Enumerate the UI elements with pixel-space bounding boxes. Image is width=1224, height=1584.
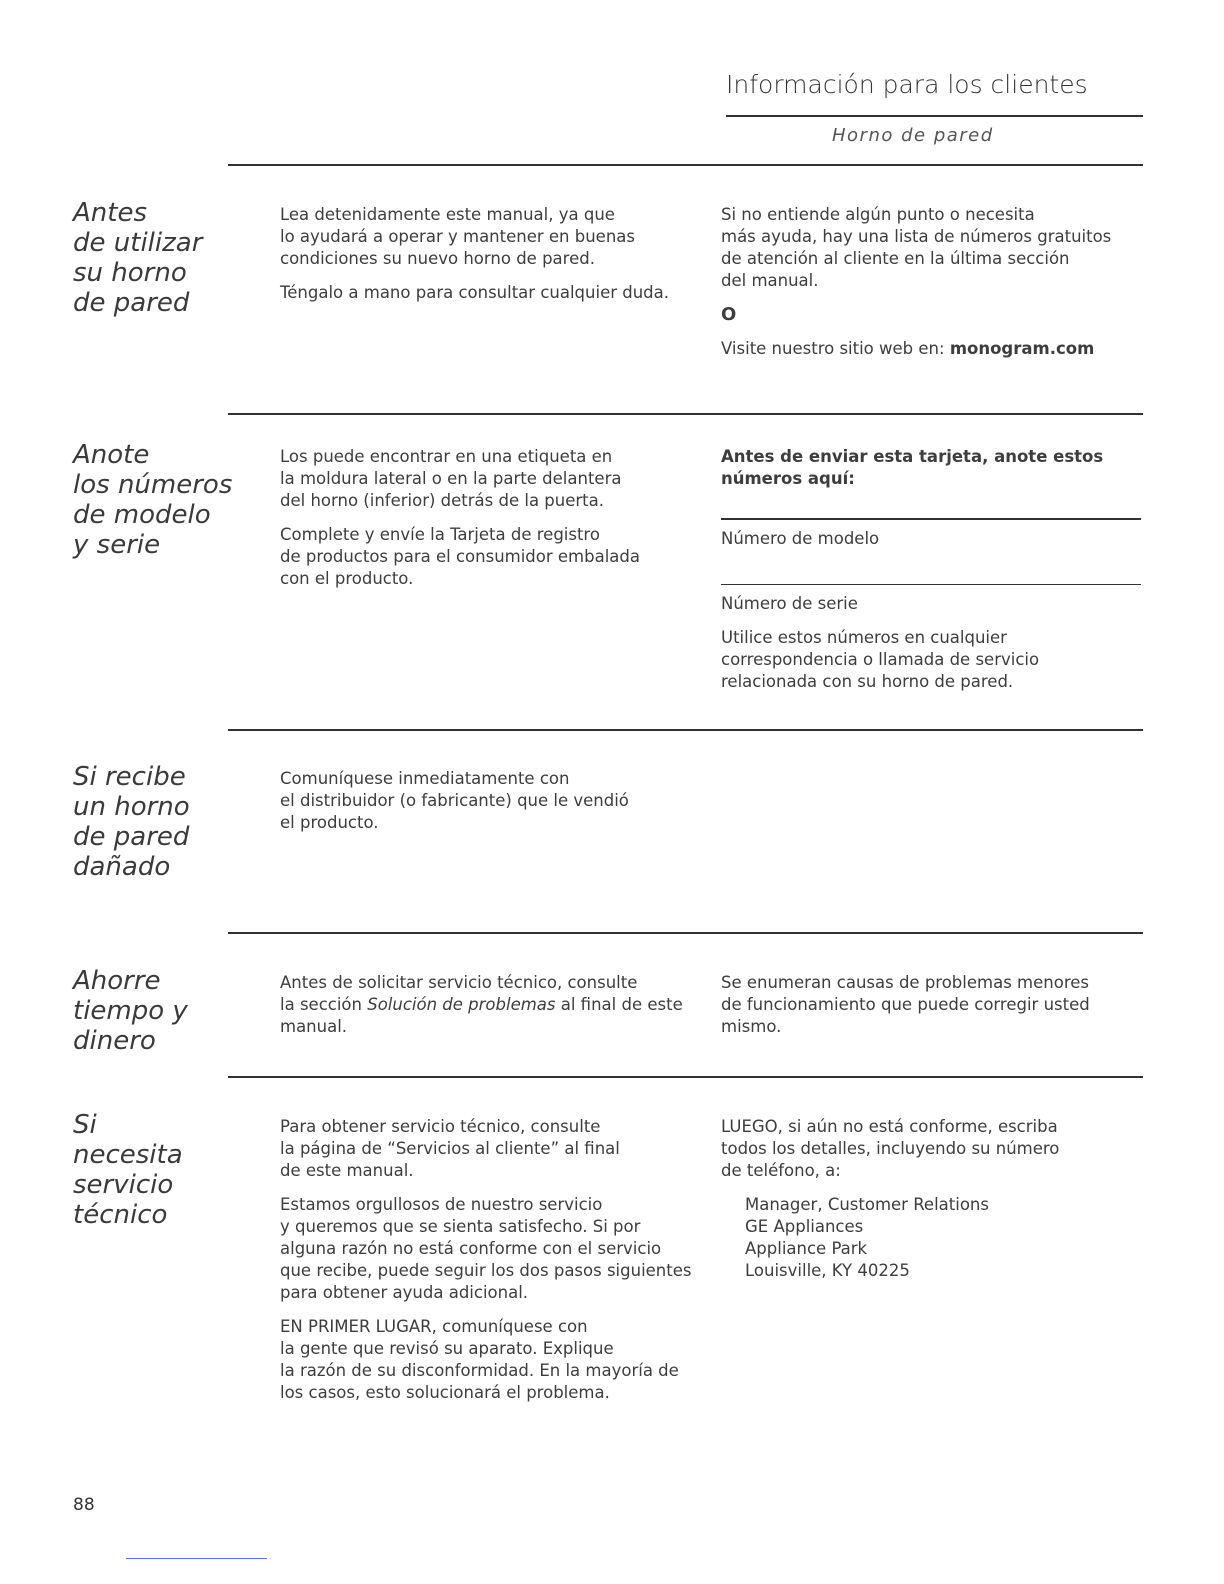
or-separator: O: [721, 304, 737, 325]
page-title: Información para los clientes: [726, 70, 1088, 99]
paragraph: Los puede encontrar en una etiqueta en la moldura lateral o en la parte delantera del horno (inferior) detrás de la puerta.: [280, 447, 622, 510]
save-col2: [721, 972, 1141, 1050]
footer-divider: [126, 1558, 267, 1559]
section-divider: [228, 164, 1143, 166]
damaged-col1: [280, 768, 700, 846]
paragraph: LUEGO, si aún no está conforme, escriba todos los detalles, incluyendo su número de teléfono, a:: [721, 1117, 1060, 1180]
before-use-col2: [721, 204, 1141, 372]
mailing-address: Manager, Customer Relations GE Appliances Appliance Park Louisville, KY 40225: [745, 1195, 989, 1280]
section-heading-before-use: Antes de utilizar su horno de pared: [73, 198, 203, 318]
bold-instruction: Antes de enviar esta tarjeta, anote estos números aquí:: [721, 447, 1104, 488]
service-col2: [721, 1116, 1141, 1294]
service-col1: [280, 1116, 700, 1416]
page-number: 88: [73, 1495, 95, 1515]
before-use-col1: [280, 204, 700, 316]
paragraph: Complete y envíe la Tarjeta de registro de productos para el consumidor embalada con el producto.: [280, 525, 640, 588]
record-numbers-col1: [280, 446, 700, 602]
paragraph: Estamos orgullosos de nuestro servicio y queremos que se sienta satisfecho. Si por alguna razón no está conforme con el servicio que recibe, puede seguir los dos pasos siguientes para obtener ayuda adicional.: [280, 1195, 692, 1302]
header-divider: [726, 115, 1143, 117]
paragraph: Utilice estos números en cualquier correspondencia o llamada de servicio relacionada con su horno de pared.: [721, 628, 1040, 691]
model-number-label: Número de modelo: [721, 528, 880, 548]
paragraph: Téngalo a mano para consultar cualquier duda.: [280, 283, 670, 302]
section-divider: [228, 932, 1143, 934]
paragraph: Para obtener servicio técnico, consulte la página de “Servicios al cliente” al final de este manual.: [280, 1117, 620, 1180]
section-divider: [228, 1076, 1143, 1078]
paragraph: Antes de solicitar servicio técnico, consulte la sección Solución de problemas al final de este manual.: [280, 973, 683, 1036]
paragraph: EN PRIMER LUGAR, comuníquese con la gente que revisó su aparato. Explique la razón de su disconformidad. En la mayoría de los casos, esto solucionará el problema.: [280, 1317, 679, 1402]
section-divider: [228, 413, 1143, 415]
troubleshooting-reference: Solución de problemas: [367, 995, 556, 1014]
serial-number-label: Número de serie: [721, 594, 858, 613]
record-numbers-col2: [721, 446, 1141, 705]
section-heading-record-numbers: Anote los números de modelo y serie: [73, 440, 233, 560]
page-subtitle: Horno de pared: [832, 125, 994, 146]
model-number-field[interactable]: [721, 518, 1141, 520]
paragraph: Lea detenidamente este manual, ya que lo ayudará a operar y mantener en buenas condiciones su nuevo horno de pared.: [280, 205, 635, 268]
website-link[interactable]: monogram.com: [949, 339, 1095, 358]
paragraph: Comuníquese inmediatamente con el distribuidor (o fabricante) que le vendió el producto.: [280, 769, 629, 832]
website-line: Visite nuestro sitio web en: monogram.com: [721, 339, 1095, 358]
save-col1: [280, 972, 700, 1050]
paragraph: Si no entiende algún punto o necesita más ayuda, hay una lista de números gratuitos de atención al cliente en la última sección del manual.: [721, 205, 1112, 290]
section-heading-service: Si necesita servicio técnico: [73, 1110, 183, 1230]
serial-number-field[interactable]: [721, 584, 1141, 586]
paragraph: Se enumeran causas de problemas menores de funcionamiento que puede corregir usted mismo.: [721, 973, 1090, 1036]
section-divider: [228, 729, 1143, 731]
section-heading-save: Ahorre tiempo y dinero: [73, 966, 188, 1056]
section-heading-damaged: Si recibe un horno de pared dañado: [73, 762, 190, 882]
